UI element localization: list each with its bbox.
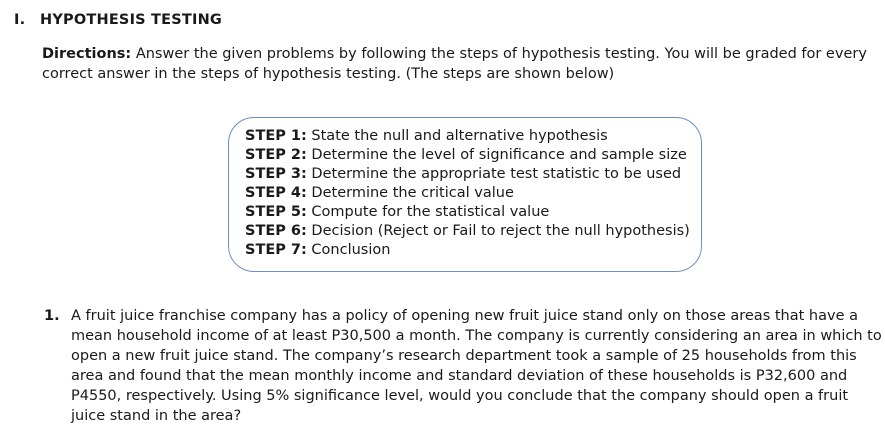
step-text: Conclusion [311, 242, 391, 258]
step-row [245, 146, 701, 165]
step-row [245, 184, 701, 203]
directions-label: Directions: [42, 46, 132, 62]
directions-paragraph [42, 44, 882, 84]
problem-number: 1. [44, 308, 60, 324]
step-label: STEP 7: [245, 242, 307, 258]
directions-text: Answer the given problems by following the steps of hypothesis testing. You will be graded for every correct answer in the steps of hypothesis testing. (The steps are shown below) [42, 46, 867, 82]
step-label: STEP 1: [245, 128, 307, 144]
problem-item [44, 306, 882, 426]
problem-text: A fruit juice franchise company has a policy of opening new fruit juice stand only on those areas that have a mean household income of at least P30,500 a month. The company is currently considering an area in which to open a new fruit juice stand. The company’s research department took a sample of 25 households from this area and found that the mean monthly income and standard deviation of these households is P32,600 and P4550, respectively. Using 5% significance level, would you conclude that the company should open a fruit juice stand in the area? [71, 308, 882, 424]
step-label: STEP 2: [245, 147, 307, 163]
section-numeral: I. [14, 12, 26, 28]
steps-box [228, 117, 702, 272]
step-text: Determine the critical value [311, 185, 514, 201]
step-label: STEP 5: [245, 204, 307, 220]
step-row [245, 165, 701, 184]
step-label: STEP 3: [245, 166, 307, 182]
step-text: Determine the appropriate test statistic to be used [311, 166, 682, 182]
section-title: HYPOTHESIS TESTING [40, 12, 223, 28]
step-label: STEP 4: [245, 185, 307, 201]
step-row [245, 222, 701, 241]
step-label: STEP 6: [245, 223, 307, 239]
step-text: State the null and alternative hypothesis [311, 128, 608, 144]
step-text: Determine the level of significance and sample size [311, 147, 687, 163]
step-text: Compute for the statistical value [311, 204, 550, 220]
step-row [245, 203, 701, 222]
step-row [245, 241, 701, 260]
step-text: Decision (Reject or Fail to reject the null hypothesis) [311, 223, 690, 239]
section-heading [14, 12, 222, 28]
step-row [245, 127, 701, 146]
